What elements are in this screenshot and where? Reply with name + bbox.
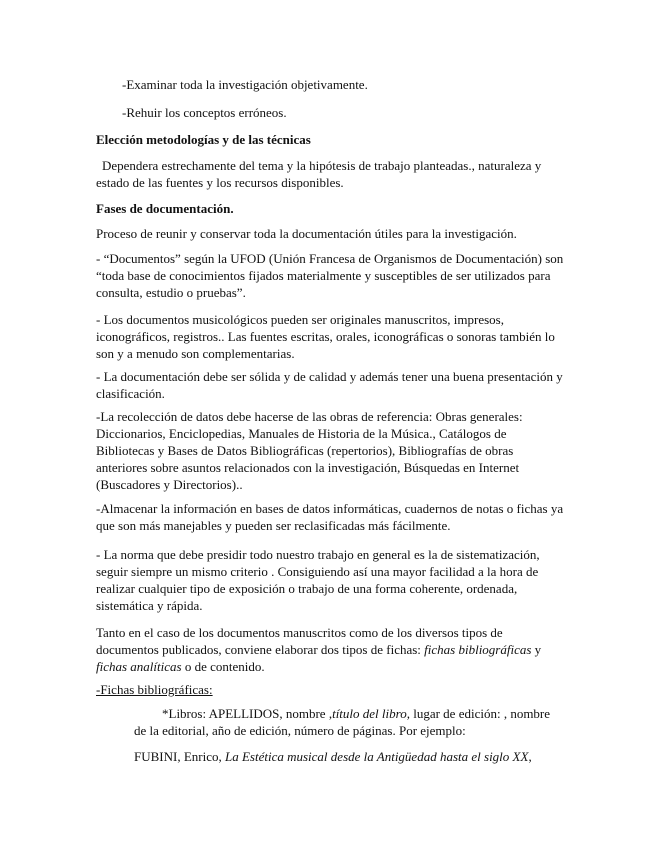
methodology-paragraph: Dependera estrechamente del tema y la hipótesis de trabajo planteadas., naturaleza y estado de las fuentes y los recursos disponibles. [96, 158, 542, 190]
documentation-item-ufod: - “Documentos” según la UFOD (Unión Francesa de Organismos de Documentación) son “toda base de conocimientos fijados materialmente y susceptibles de ser utilizados para consulta, estudio o pruebas”. [96, 251, 564, 300]
libros-format-line: *Libros: APELLIDOS, nombre ,título del libro, lugar de edición: , nombre de la editorial, año de edición, número de páginas. Por ejemplo: [134, 706, 551, 738]
documentation-item-storage: -Almacenar la información en bases de datos informáticas, cuadernos de notas o fichas ya que son más manejables y pueden ser reclasificadas más fácilmente. [96, 501, 564, 533]
goal-line-1: -Examinar toda la investigación objetivamente. [122, 77, 368, 92]
fichas-bibliograficas-term: fichas bibliográficas [424, 642, 532, 657]
section-heading-methodology: Elección metodologías y de las técnicas [96, 132, 311, 147]
documentation-item-collection: -La recolección de datos debe hacerse de las obras de referencia: Obras generales: Diccionarios, Enciclopedias, Manuales de Historia de la Música., Catálogos de Bibliotecas y Bases de Datos Bibliográficas (repertorios), Bibliografías de obras anteriores sobre asuntos relacionados con la investigación, Búsquedas en Internet (Buscadores y Directorios).. [96, 409, 523, 492]
documentation-intro: Proceso de reunir y conservar toda la documentación útiles para la investigación. [96, 226, 517, 241]
fichas-paragraph: Tanto en el caso de los documentos manuscritos como de los diversos tipos de documentos publicados, conviene elaborar dos tipos de fichas: fichas bibliográficas y fichas analíticas o de contenido. [96, 625, 542, 674]
fichas-analiticas-term: fichas analíticas [96, 659, 182, 674]
libro-title-term: título del libro, [332, 706, 410, 721]
example-book-title: La Estética musical desde la Antigüedad hasta el siglo XX [225, 749, 529, 764]
documentation-item-systematization: - La norma que debe presidir todo nuestro trabajo en general es la de sistematización, seguir siempre un mismo criterio . Consiguiendo así una mayor facilidad a la hora de realizar cualquier tipo de exposición o trabajo de una forma coherente, ordenada, sistemática y rápida. [96, 547, 540, 613]
documentation-item-musicological: - Los documentos musicológicos pueden ser originales manuscritos, impresos, iconográficos, registros.. Las fuentes escritas, orales, iconográficas o sonoras también lo son y a menudo son complementarias. [96, 312, 555, 361]
documentation-item-quality: - La documentación debe ser sólida y de calidad y además tener una buena presentación y clasificación. [96, 369, 563, 401]
goal-line-2: -Rehuir los conceptos erróneos. [122, 105, 287, 120]
fichas-bibliograficas-heading: -Fichas bibliográficas: [96, 682, 213, 697]
example-reference: FUBINI, Enrico, La Estética musical desde la Antigüedad hasta el siglo XX, [134, 749, 532, 764]
section-heading-documentation: Fases de documentación. [96, 201, 234, 216]
